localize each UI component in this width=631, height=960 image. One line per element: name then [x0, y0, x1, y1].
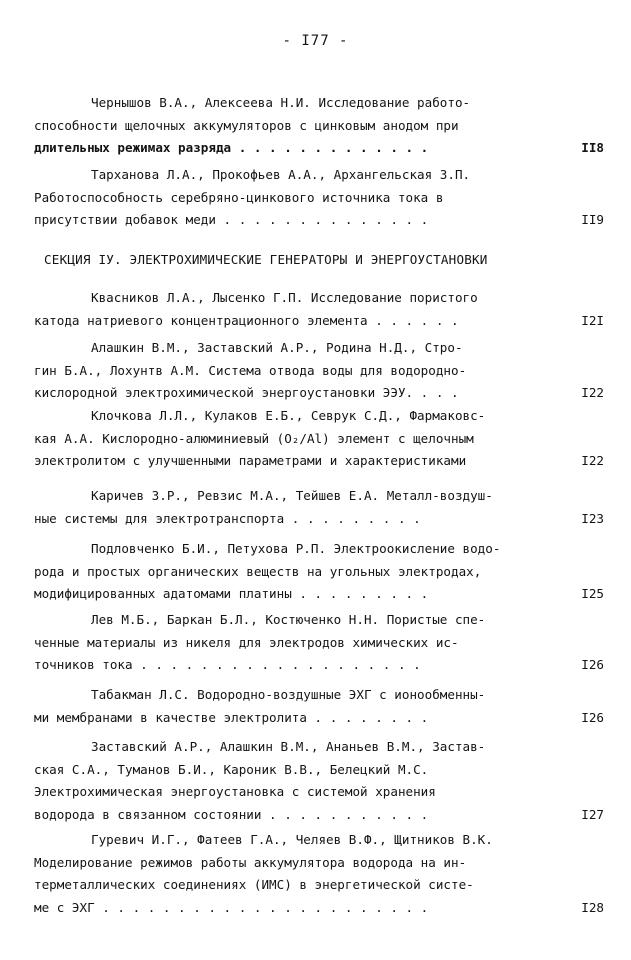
entry-line: гин Б.А., Лохунтв А.М. Система отвода воды для водородно- [34, 362, 467, 378]
entry-line-text: катода натриевого концентрационного элемента . . . . . . [34, 312, 459, 328]
entry-line-text: длительных режимах разряда . . . . . . . . . . . . . [34, 140, 429, 155]
toc-entry [34, 287, 604, 332]
entry-line: Работоспособность серебряно-цинкового источника тока в [34, 189, 444, 205]
entry-line: Клочкова Л.Л., Кулаков Е.Б., Севрук С.Д., Фармаковс- [91, 408, 486, 423]
entry-line-text: модифицированных адатомами платины . . . . . . . . . [34, 586, 429, 601]
entry-line: кая А.А. Кислородно-алюминиевый (O₂/Al) элемент с щелочным [34, 430, 474, 446]
entry-line: Тарханова Л.А., Прокофьев А.А., Архангельская З.П. [91, 167, 471, 182]
entry-line: Чернышов В.А., Алексеева Н.И. Исследование работо- [91, 95, 471, 110]
entry-line [34, 583, 604, 606]
entry-line: Квасников Л.А., Лысенко Г.П. Исследование пористого [91, 290, 478, 305]
page-ref: I22 [581, 453, 604, 468]
entry-line-text: ме с ЭХГ . . . . . . . . . . . . . . . . . . . . . . [34, 899, 429, 915]
entry-line: ская С.А., Туманов Б.И., Кароник В.В., Белецкий М.С. [34, 761, 429, 777]
page-ref: I28 [581, 899, 604, 915]
entry-line-text: присутствии добавок меди . . . . . . . . . . . . . . [34, 212, 429, 227]
entry-line [34, 897, 604, 920]
entry-line: терметаллических соединениях (ИМС) в энергетической систе- [34, 877, 474, 892]
page-ref: I27 [581, 806, 604, 822]
page-number: - I77 - [282, 33, 349, 49]
page-ref: II9 [581, 212, 604, 227]
entry-line-text: ми мембранами в качестве электролита . . . . . . . . [34, 709, 429, 725]
entry-line: Табакман Л.С. Водородно-воздушные ЭХГ с ионообменны- [91, 687, 486, 702]
entry-line [34, 137, 604, 160]
toc-entry [34, 609, 604, 677]
entry-line-text: точников тока . . . . . . . . . . . . . . . . . . . [34, 657, 421, 672]
entry-line [34, 508, 604, 531]
entry-line: Подловченко Б.И., Петухова Р.П. Электроокисление водо- [91, 541, 501, 556]
entry-line: Алашкин В.М., Заставский А.Р., Родина Н.Д., Стро- [91, 340, 463, 355]
page-ref: II8 [581, 140, 604, 155]
entry-line: Заставский А.Р., Алашкин В.М., Ананьев В.М., Застав- [91, 739, 486, 754]
entry-line: Лев М.Б., Баркан Б.Л., Костюченко Н.Н. Пористые спе- [91, 612, 486, 627]
page-ref: I23 [581, 510, 604, 526]
toc-entry [34, 405, 604, 473]
section-heading-text: СЕКЦИЯ IУ. ЭЛЕКТРОХИМИЧЕСКИЕ ГЕНЕРАТОРЫ И ЭНЕРГОУСТАНОВКИ [44, 252, 488, 267]
toc-entry [34, 164, 604, 232]
toc-entry [34, 829, 604, 919]
entry-line [34, 450, 604, 473]
entry-line [34, 654, 604, 677]
page-ref: I26 [581, 657, 604, 672]
page-ref: I22 [581, 385, 604, 400]
entry-line [34, 382, 604, 405]
entry-line: Каричев З.Р., Ревзис М.А., Тейшев Е.А. Металл-воздуш- [91, 488, 493, 503]
toc-entry [34, 485, 604, 530]
entry-line: ченные материалы из никеля для электродов химических ис- [34, 634, 459, 650]
section-heading [34, 249, 604, 272]
entry-line-text: ные системы для электротранспорта . . . . . . . . . [34, 510, 421, 526]
entry-line [34, 804, 604, 827]
page-ref: I2I [581, 312, 604, 328]
entry-line: способности щелочных аккумуляторов с цинковым анодом при [34, 117, 459, 133]
entry-line-text: водорода в связанном состоянии . . . . . . . . . . . [34, 806, 429, 822]
toc-entry [34, 684, 604, 729]
entry-line [34, 310, 604, 333]
toc-entry [34, 92, 604, 160]
toc-entry [34, 736, 604, 826]
entry-line: Электрохимическая энергоустановка с системой хранения [34, 784, 436, 799]
toc-entry [34, 538, 604, 606]
entry-line [34, 707, 604, 730]
entry-line: Моделирование режимов работы аккумулятора водорода на ин- [34, 854, 467, 870]
entry-line: рода и простых органических веществ на угольных электродах, [34, 563, 482, 579]
entry-line [34, 209, 604, 232]
entry-line-text: кислородной электрохимической энергоустановки ЭЭУ. . . . [34, 385, 459, 400]
page-ref: I26 [581, 709, 604, 725]
toc-entry [34, 337, 604, 405]
entry-line-text: электролитом с улучшенными параметрами и характеристиками [34, 453, 467, 468]
entry-line: Гуревич И.Г., Фатеев Г.А., Челяев В.Ф., Щитников В.К. [91, 832, 493, 847]
page-ref: I25 [581, 586, 604, 601]
